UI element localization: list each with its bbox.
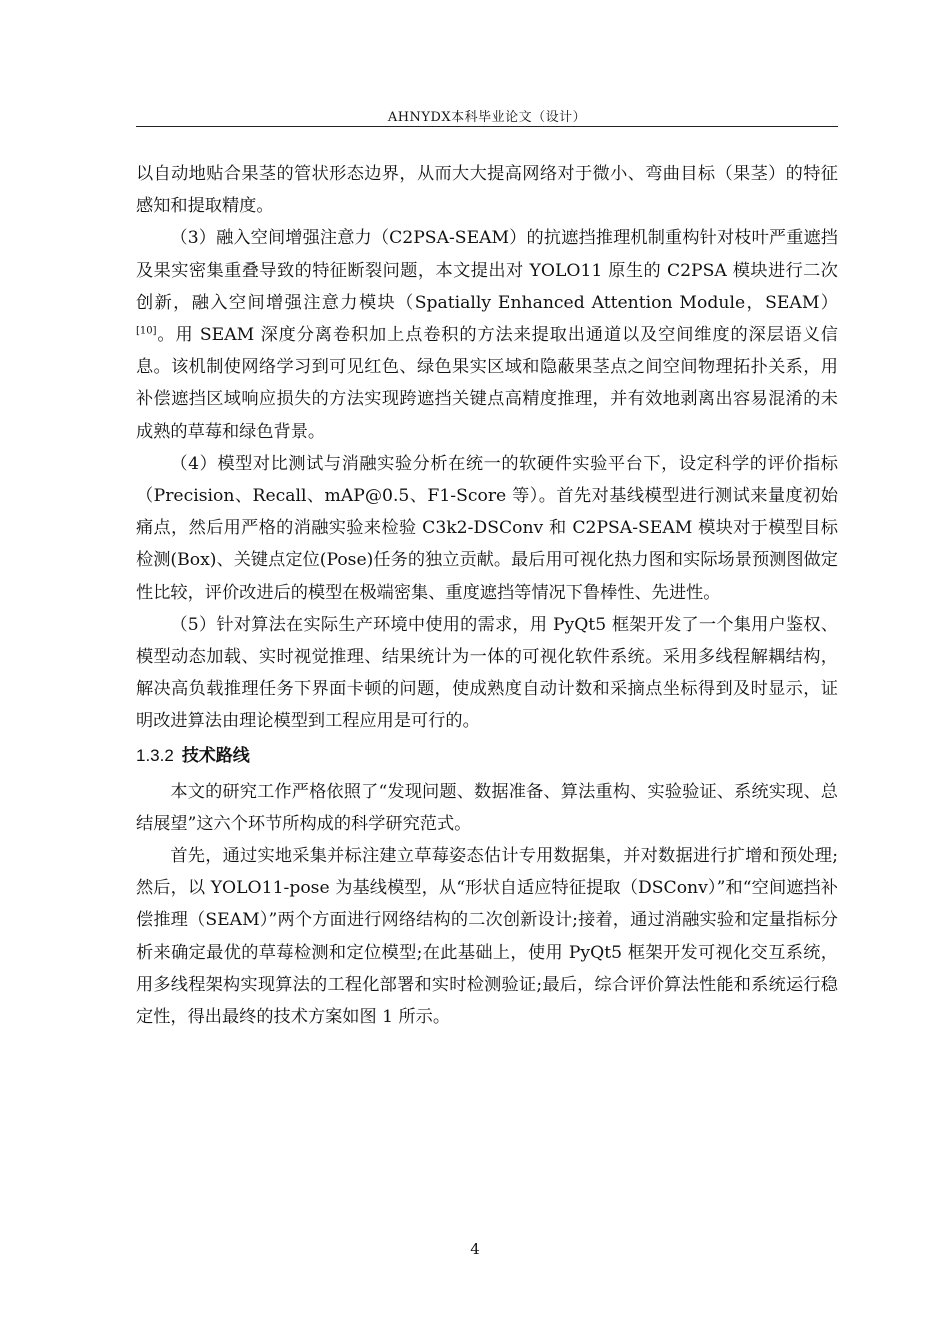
section-title: 技术路线 xyxy=(181,745,250,766)
paragraph-steps: 首先，通过实地采集并标注建立草莓姿态估计专用数据集，并对数据进行扩增和预处理;然后，以 YOLO11-pose 为基线模型，从“形状自适应特征提取（DSConv）”和“空间遮挡补偿推理（SEAM）”两个方面进行网络结构的二次创新设计;接着，通过消融实验和定量指标分析来确定最优的草莓检测和定位模型;在此基础上，使用 PyQt5 框架开发可视化交互系统，用多线程架构实现算法的工程化部署和实时检测验证;最后，综合评价算法性能和系统运行稳定性，得出最终的技术方案如图 1 所示。 xyxy=(136,846,838,1028)
paragraph-item-4: （4）模型对比测试与消融实验分析在统一的软硬件实验平台下，设定科学的评价指标（Precision、Recall、mAP@0.5、F1-Score 等）。首先对基线模型进行测试来量度初始痛点，然后用严格的消融实验来检验 C3k2-DSConv 和 C2PSA-SEAM 模块对于模型目标检测(Box)、关键点定位(Pose)任务的独立贡献。最后用可视化热力图和实际场景预测图做定性比较，评价改进后的模型在极端密集、重度遮挡等情况下鲁棒性、先进性。 xyxy=(136,453,838,603)
page-body xyxy=(136,158,838,1033)
paragraph-item-3 xyxy=(136,222,838,447)
section-heading xyxy=(136,738,838,774)
paragraph-item-3-text-cont: 。用 SEAM 深度分离卷积加上点卷积的方法来提取出通道以及空间维度的深层语义信息。该机制使网络学习到可见红色、绿色果实区域和隐蔽果茎点之间空间物理拓扑关系，用补偿遮挡区域响应损失的方法实现跨遮挡关键点高精度推理，并有效地剥离出容易混淆的未成熟的草莓和绿色背景。 xyxy=(136,325,838,442)
citation-ref: [10] xyxy=(136,325,157,337)
section-number: 1.3.2 xyxy=(136,745,174,765)
running-header: AHNYDX本科毕业论文（设计） xyxy=(387,110,587,125)
paragraph-continuation: 以自动地贴合果茎的管状形态边界，从而大大提高网络对于微小、弯曲目标（果茎）的特征感知和提取精度。 xyxy=(136,164,838,217)
paragraph-item-5: （5）针对算法在实际生产环境中使用的需求，用 PyQt5 框架开发了一个集用户鉴权、模型动态加载、实时视觉推理、结果统计为一体的可视化软件系统。采用多线程解耦结构，解决高负载推理任务下界面卡顿的问题，使成熟度自动计数和采摘点坐标得到及时显示，证明改进算法由理论模型到工程应用是可行的。 xyxy=(136,614,838,732)
paragraph-overview: 本文的研究工作严格依照了“发现问题、数据准备、算法重构、实验验证、系统实现、总结展望”这六个环节所构成的科学研究范式。 xyxy=(136,781,838,834)
paragraph-item-3-text: （3）融入空间增强注意力（C2PSA-SEAM）的抗遮挡推理机制重构针对枝叶严重遮挡及果实密集重叠导致的特征断裂问题，本文提出对 YOLO11 原生的 C2PSA 模块进行二次创新，融入空间增强注意力模块（Spatially Enhanced Attention Module，SEAM） xyxy=(136,228,838,313)
page-number: 4 xyxy=(470,1240,480,1258)
header-divider xyxy=(136,126,838,127)
